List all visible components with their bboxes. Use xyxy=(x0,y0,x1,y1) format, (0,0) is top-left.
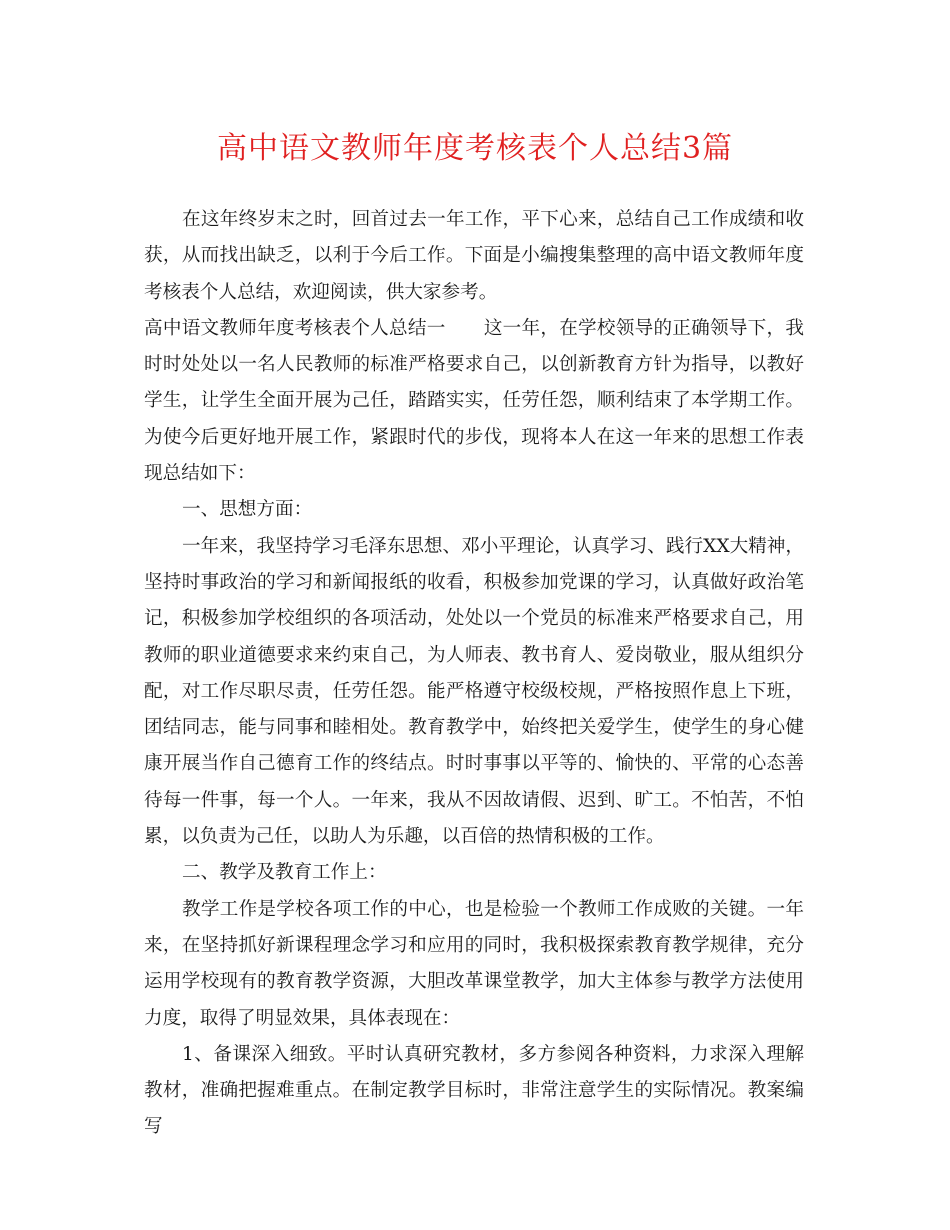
section-one-opening: 这一年，在学校领导的正确领导下，我时时处处以一名人民教师的标准严格要求自己，以创新教育方针为指导，以教好学生，让学生全面开展为己任，踏踏实实，任劳任怨，顺利结束了本学期工作。为使今后更好地开展工作，紧跟时代的步伐，现将本人在这一年来的思想工作表现总结如下： xyxy=(144,317,804,485)
document-body xyxy=(144,202,804,1146)
teaching-heading: 二、教学及教育工作上： xyxy=(182,862,387,884)
teaching-paragraph: 教学工作是学校各项工作的中心，也是检验一个教师工作成败的关键。一年来，在坚持抓好新课程理念学习和应用的同时，我积极探索教育教学规律，充分运用学校现有的教育教学资源，大胆改革课堂教学，加大主体参与教学方法使用力度，取得了明显效果，具体表现在： xyxy=(144,898,804,1029)
document-title: 高中语文教师年度考核表个人总结3篇 xyxy=(216,131,734,166)
section-one-paragraph xyxy=(144,311,804,492)
lesson-prep-paragraph: 1、备课深入细致。平时认真研究教材，多方参阅各种资料，力求深入理解教材，准确把握难重点。在制定教学目标时，非常注意学生的实际情况。教案编写 xyxy=(144,1043,804,1138)
intro-paragraph: 在这年终岁末之时，回首过去一年工作，平下心来，总结自己工作成绩和收获，从而找出缺乏，以利于今后工作。下面是小编搜集整理的高中语文教师年度考核表个人总结，欢迎阅读，供大家参考。 xyxy=(144,209,804,303)
section-one-heading: 高中语文教师年度考核表个人总结一 xyxy=(144,317,446,339)
ideology-paragraph: 一年来，我坚持学习毛泽东思想、邓小平理论，认真学习、践行XX大精神，坚持时事政治的学习和新闻报纸的收看，积极参加党课的学习，认真做好政治笔记，积极参加学校组织的各项活动，处处以一个党员的标准来严格要求自己，用教师的职业道德要求来约束自己，为人师表、教书育人、爱岗敬业，服从组织分配，对工作尽职尽责，任劳任怨。能严格遵守校级校规，严格按照作息上下班，团结同志，能与同事和睦相处。教育教学中，始终把关爱学生，使学生的身心健康开展当作自己德育工作的终结点。时时事事以平等的、愉快的、平常的心态善待每一件事，每一个人。一年来，我从不因故请假、迟到、旷工。不怕苦，不怕累，以负责为己任，以助人为乐趣，以百倍的热情积极的工作。 xyxy=(144,535,804,848)
ideology-heading: 一、思想方面： xyxy=(182,499,313,521)
